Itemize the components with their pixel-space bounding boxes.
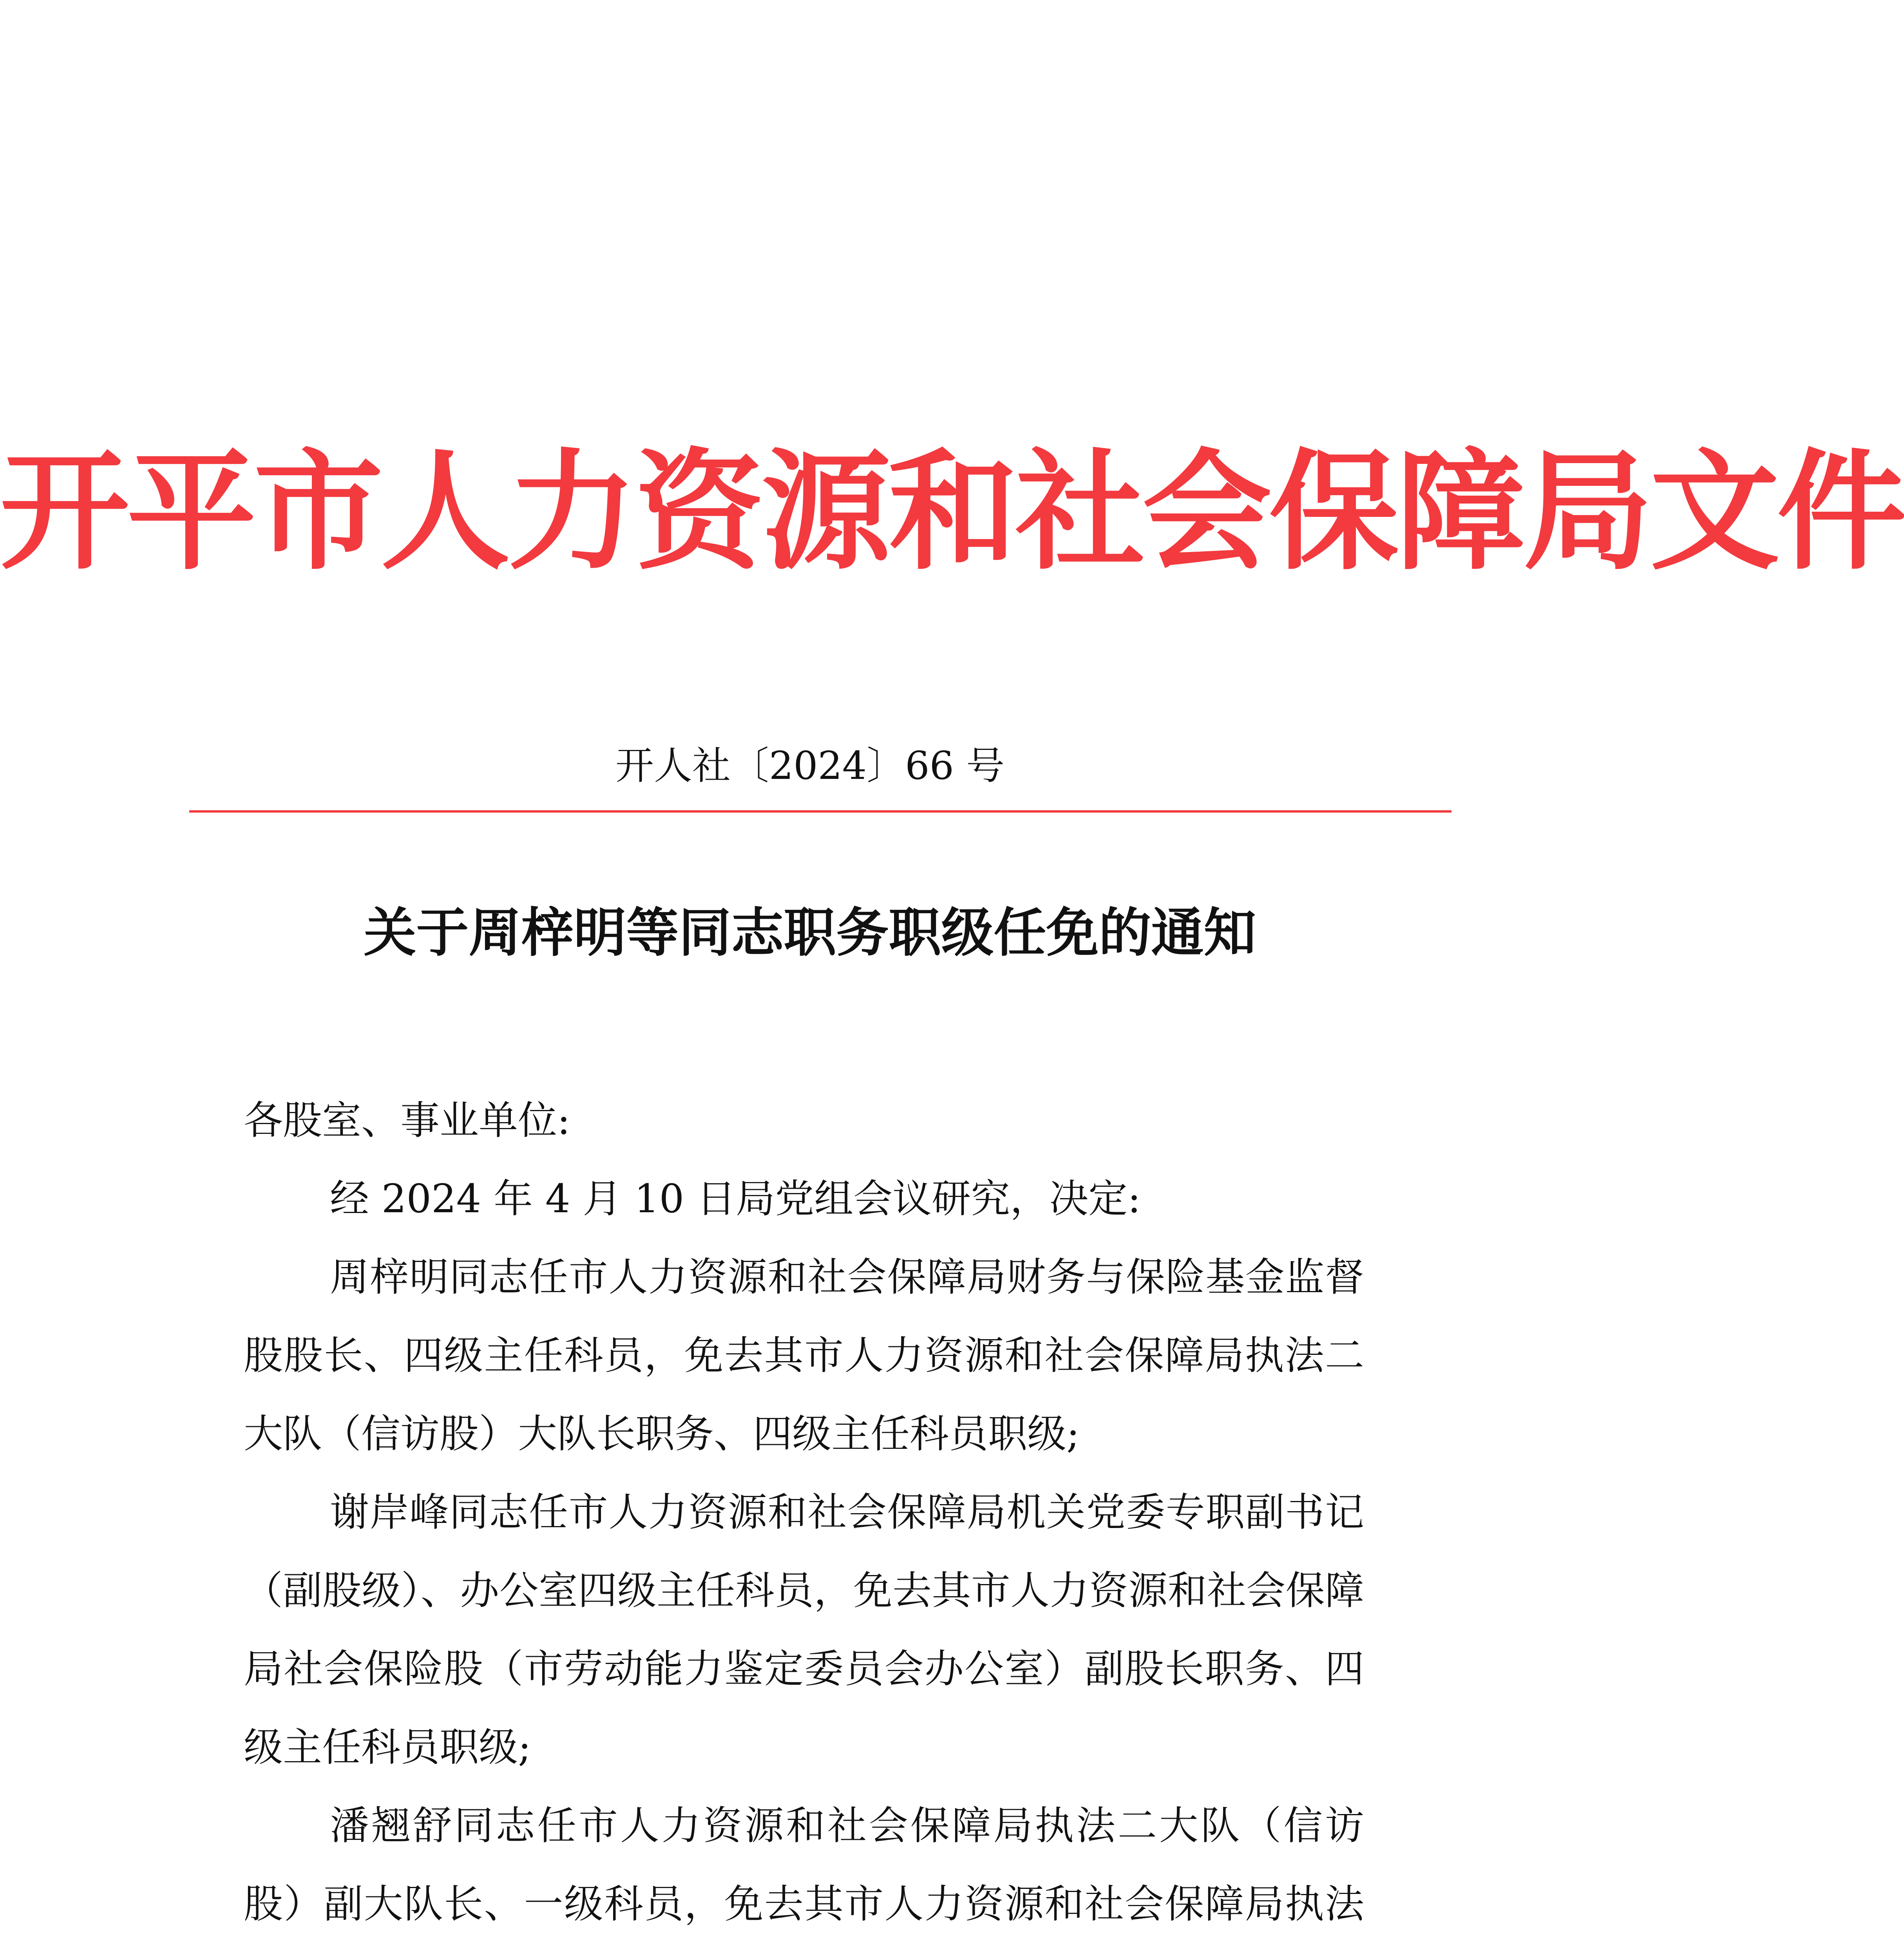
appointment-paragraph-2: 谢岸峰同志任市人力资源和社会保障局机关党委专职副书记（副股级）、办公室四级主任科员，免去其市人力资源和社会保障局社会保险股（市劳动能力鉴定委员会办公室）副股长职务、四级主任科员职级; bbox=[244, 1489, 1364, 1770]
intro-paragraph: 经 2024 年 4 月 10 日局党组会议研究，决定: bbox=[330, 1176, 1141, 1222]
document-number: 开人社〔2024〕66 号 bbox=[615, 744, 1005, 788]
document-masthead: 开平市人力资源和社会保障局文件 bbox=[0, 435, 1904, 587]
salutation: 各股室、事业单位: bbox=[244, 1097, 570, 1143]
document-title: 关于周梓明等同志职务职级任免的通知 bbox=[364, 902, 1256, 963]
appointment-paragraph-1: 周梓明同志任市人力资源和社会保障局财务与保险基金监督股股长、四级主任科员，免去其市人力资源和社会保障局执法二大队（信访股）大队长职务、四级主任科员职级; bbox=[244, 1254, 1364, 1457]
appointment-paragraph-3: 潘翘舒同志任市人力资源和社会保障局执法二大队（信访股）副大队长、一级科员，免去其市人力资源和社会保障局执法 bbox=[244, 1803, 1364, 1927]
red-divider-line bbox=[189, 810, 1452, 813]
document-body bbox=[244, 1081, 1364, 1959]
